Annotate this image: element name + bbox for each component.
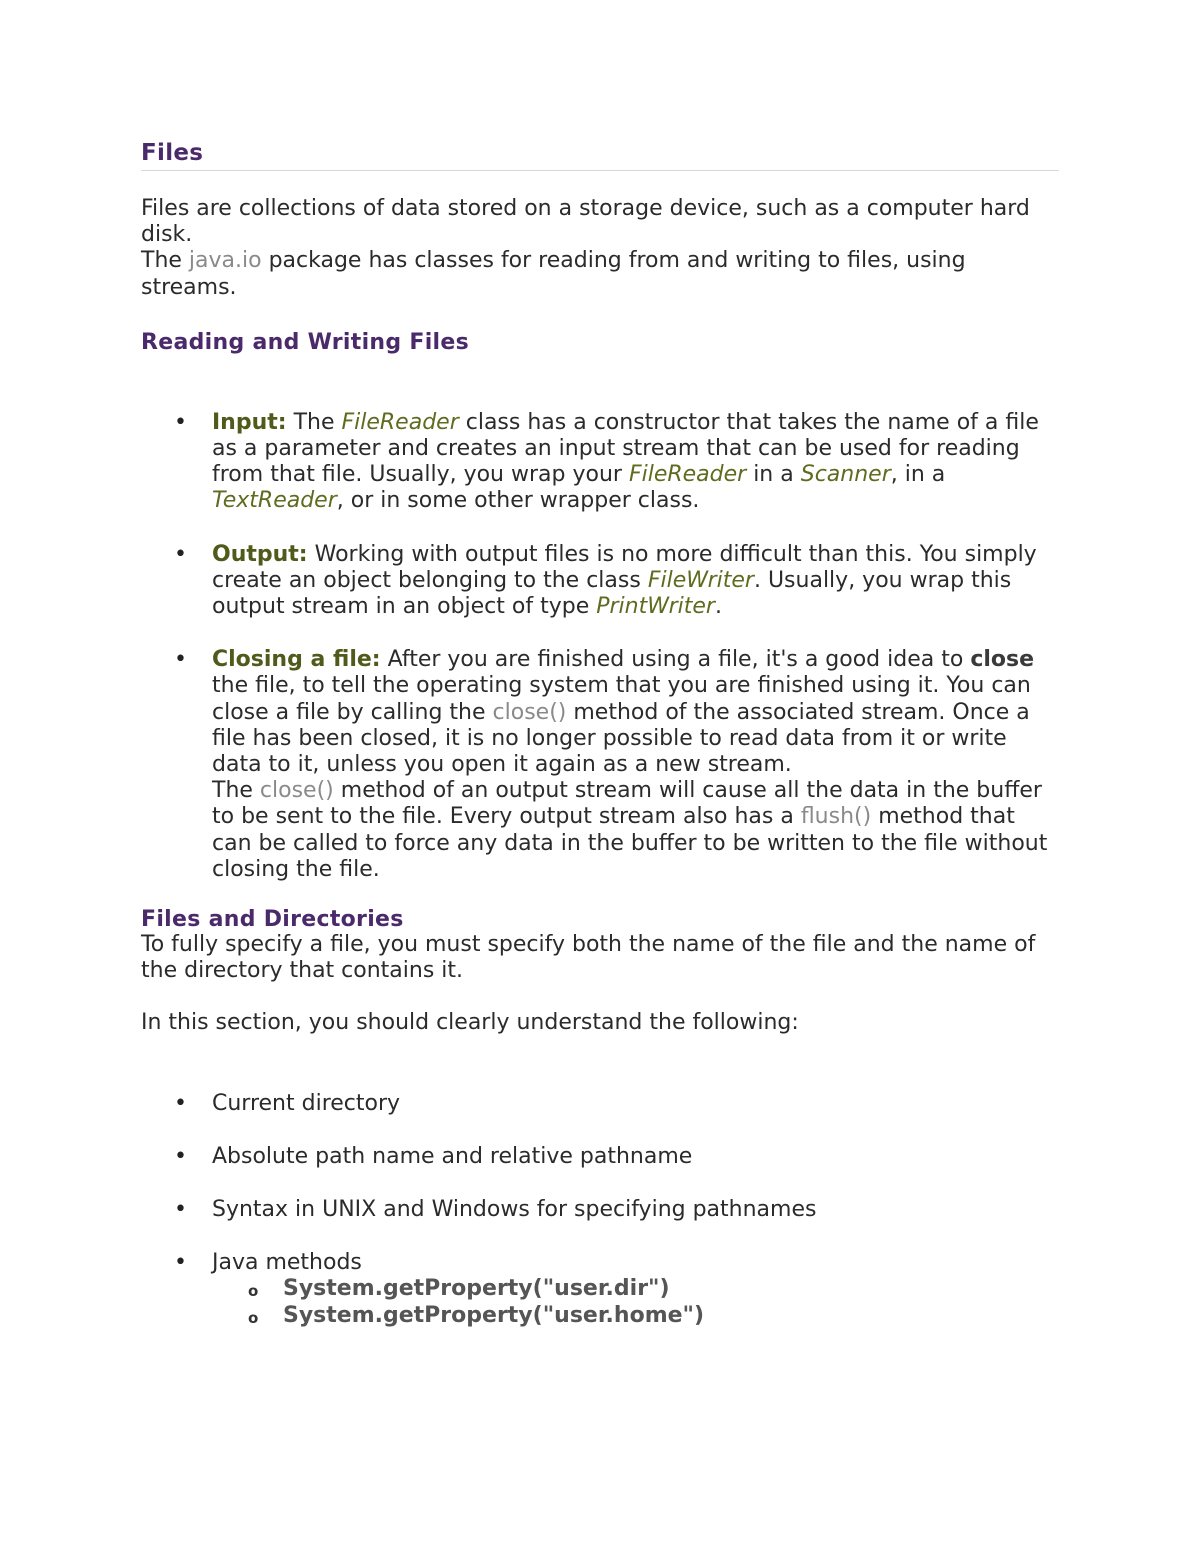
body-text: . Usually, you wrap this output stream in an object of type — [212, 567, 1012, 620]
document-content — [141, 138, 1059, 1329]
package-name: java.io — [188, 248, 262, 274]
method-name: close() — [492, 699, 567, 725]
java-methods-sublist — [212, 1276, 1059, 1328]
class-name: PrintWriter — [596, 594, 715, 620]
method-name: close() — [259, 778, 334, 804]
list-item-input — [141, 410, 1059, 515]
intro-text: The — [141, 248, 189, 274]
reading-writing-list — [141, 410, 1059, 883]
body-text: The — [286, 409, 342, 435]
class-name: FileReader — [628, 462, 747, 488]
list-spacer — [141, 1170, 1059, 1197]
body-text: . — [714, 594, 722, 620]
method-name: flush() — [800, 804, 872, 830]
body-text: Working with output files is no more difficult than this. You simply create an object belonging to the class — [212, 541, 1037, 593]
list-spacer — [141, 515, 1059, 542]
term-closing: Closing a file: — [212, 647, 381, 673]
body-text: , in a — [890, 462, 946, 488]
list-item: • Absolute path name and relative pathname — [141, 1144, 1059, 1170]
list-spacer — [141, 1117, 1059, 1144]
list-spacer — [141, 1223, 1059, 1250]
body-text: method that can be called to force any data in the buffer to be written to the file without closing the file. — [212, 804, 1048, 882]
body-text: The — [212, 778, 260, 804]
list-item-java-methods — [141, 1250, 1059, 1329]
sub-list-item: o System.getProperty("user.home") — [212, 1303, 1059, 1329]
body-text: class has a constructor that takes the name of a file as a parameter and creates an input stream that can be used for reading from that file. Usually, you wrap your — [212, 409, 1039, 488]
term-input: Input: — [212, 409, 287, 435]
term-output: Output: — [212, 541, 308, 567]
intro-paragraph — [141, 196, 1059, 301]
class-name: Scanner — [800, 462, 891, 488]
section-heading-files-directories: Files and Directories — [141, 907, 404, 933]
emphasis-close: close — [970, 647, 1035, 673]
sub-list-item: o System.getProperty("user.dir") — [212, 1276, 1059, 1302]
list-item-label: Java methods — [212, 1250, 362, 1276]
list-item: • Syntax in UNIX and Windows for specifying pathnames — [141, 1197, 1059, 1223]
class-name: FileWriter — [647, 567, 754, 593]
body-text: After you are finished using a file, it's a good idea to — [380, 647, 971, 673]
body-text: in a — [746, 462, 801, 488]
intro-text: package has classes for reading from and writing to files, using streams. — [141, 248, 966, 300]
page-title: Files — [141, 138, 1059, 171]
body-text: method of the associated stream. Once a file has been closed, it is no longer possible to read data from it or write data to it, unless you open it again as a new stream. — [212, 699, 1030, 778]
list-item-output — [141, 542, 1059, 621]
files-directories-text: To fully specify a file, you must specify both the name of the file and the name of the directory that contains it. — [141, 932, 1036, 984]
list-spacer — [141, 620, 1059, 647]
body-text: , or in some other wrapper class. — [336, 488, 700, 514]
class-name: TextReader — [212, 488, 337, 514]
list-item: • Current directory — [141, 1091, 1059, 1117]
class-name: FileReader — [341, 409, 459, 435]
section-heading-reading-writing: Reading and Writing Files — [141, 329, 470, 355]
list-item-closing — [141, 647, 1059, 883]
body-text: method of an output stream will cause all the data in the buffer to be sent to the file. Every output stream also has a — [212, 778, 1042, 830]
concepts-list — [141, 1091, 1059, 1329]
files-directories-lead: In this section, you should clearly understand the following: — [141, 1010, 799, 1036]
intro-line-1: Files are collections of data stored on a storage device, such as a computer hard disk. — [141, 196, 1030, 248]
body-text: the file, to tell the operating system that you are finished using it. You can close a file by calling the — [212, 673, 1031, 725]
